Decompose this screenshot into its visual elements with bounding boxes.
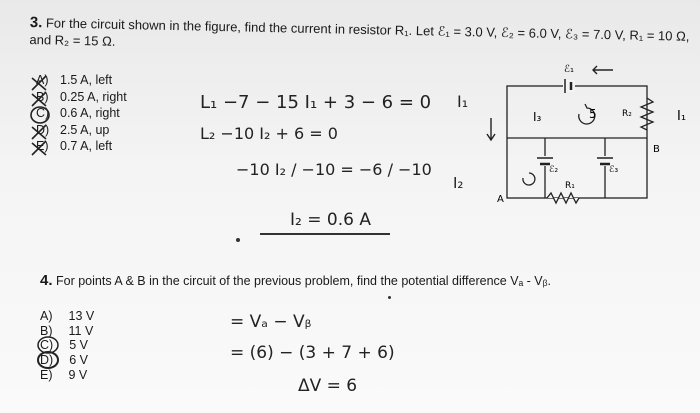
choice-letter: C) — [36, 106, 50, 120]
handwritten-loop-number: 5 — [589, 107, 597, 121]
result-underline — [260, 233, 390, 235]
handwritten-loop2-equation: L₂ −10 I₂ + 6 = 0 — [200, 124, 338, 143]
choice-letter: D) — [40, 353, 54, 368]
node-b-label: B — [653, 144, 660, 155]
question-3 — [29, 14, 690, 62]
circuit-diagram — [485, 58, 695, 208]
question-3-text: For the circuit shown in the figure, find the current in resistor R₁. Let ℰ₁ = 3.0 V, ℰ₂ = 6.0 V, ℰ₃ = 7.0 V, R₁ = 10 Ω, and R₂ = 15 Ω. — [29, 15, 690, 49]
choice-letter: A) — [36, 73, 49, 87]
choice-letter: E) — [36, 139, 49, 153]
choice-4a — [40, 309, 94, 324]
choice-letter: B) — [40, 323, 53, 338]
handwritten-q4-result: ΔV = 6 — [298, 376, 358, 396]
choice-text: 0.6 A, right — [60, 106, 120, 120]
label-e1: ℰ₁ — [564, 64, 575, 75]
choice-text: 0.7 A, left — [60, 139, 113, 153]
choice-text: 1.5 A, left — [60, 73, 113, 87]
choice-text: 11 V — [68, 323, 94, 338]
handwritten-q4-eq1: = Vₐ − Vᵦ — [230, 312, 312, 332]
handwritten-i1-side-label: I₁ — [677, 109, 687, 124]
choice-text: 5 V — [69, 338, 88, 353]
pen-dot — [388, 296, 391, 299]
handwritten-i1-label: I₁ — [457, 92, 469, 111]
handwritten-fraction-step: −10 I₂ / −10 = −6 / −10 — [236, 160, 432, 179]
choice-text: 9 V — [68, 367, 88, 382]
question-3-number: 3. — [29, 14, 43, 32]
label-r1: R₁ — [565, 181, 575, 191]
handwritten-i3-label: I₃ — [533, 110, 542, 124]
choice-letter: E) — [40, 367, 53, 382]
choice-letter: D) — [36, 122, 50, 137]
choice-strike-marks — [28, 70, 88, 160]
choice-letter: C) — [40, 338, 54, 353]
choice-letter: B) — [36, 89, 49, 104]
question-4-number: 4. — [40, 272, 53, 289]
choice-text: 2.5 A, up — [60, 122, 110, 137]
choice-text: 6 V — [69, 353, 88, 368]
pen-dot — [236, 238, 240, 242]
handwritten-loop1-equation: L₁ −7 − 15 I₁ + 3 − 6 = 0 — [200, 92, 432, 113]
question-4-text: For points A & B in the circuit of the previous problem, find the potential difference Vₐ - Vᵦ. — [56, 274, 551, 288]
handwritten-result: I₂ = 0.6 A — [290, 210, 371, 230]
label-r2: R₂ — [622, 109, 632, 119]
label-e2: ℰ₂ — [549, 165, 559, 175]
choice-text: 0.25 A, right — [60, 89, 127, 104]
node-a-label: A — [497, 194, 504, 205]
choice-4-marks — [30, 336, 70, 376]
choice-letter: A) — [40, 309, 53, 323]
choice-text: 13 V — [68, 309, 95, 323]
handwritten-q4-eq2: = (6) − (3 + 7 + 6) — [230, 343, 395, 363]
handwritten-i2-label: I₂ — [453, 174, 464, 192]
label-e3: ℰ₃ — [609, 165, 619, 175]
question-4 — [40, 272, 680, 289]
